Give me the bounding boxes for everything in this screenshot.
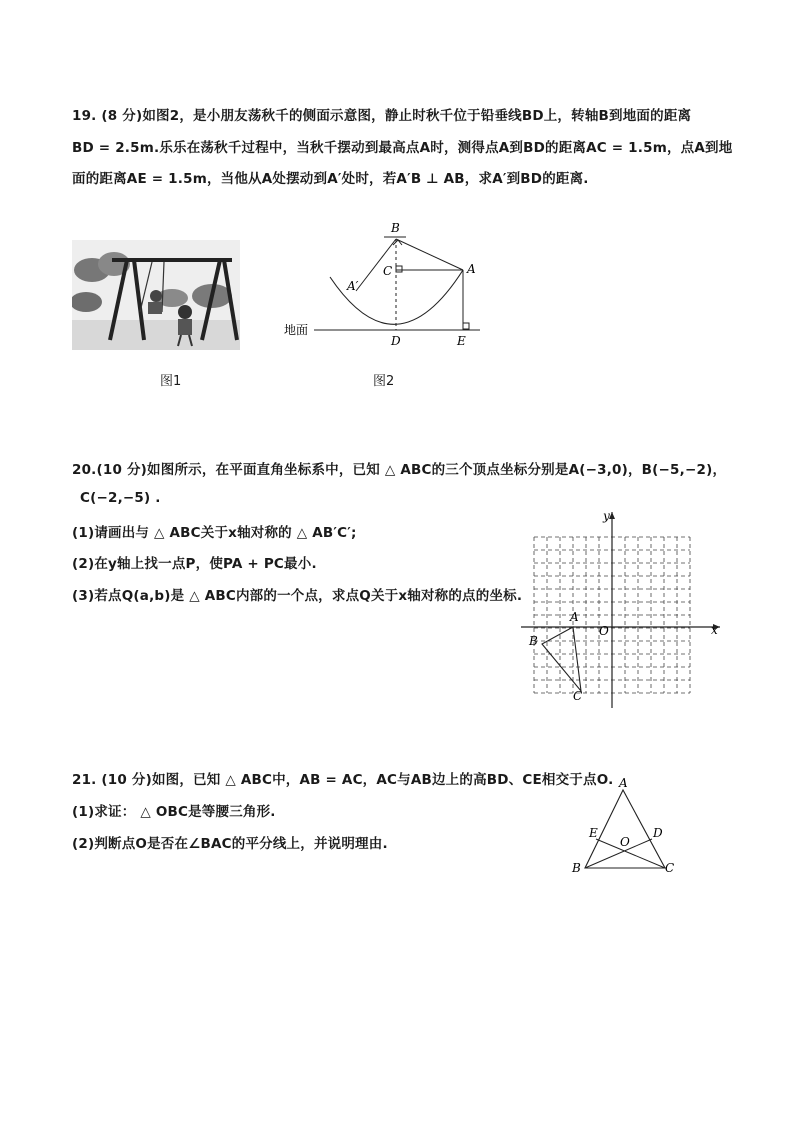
vertex-label-B: B (529, 634, 538, 648)
fig1-caption: 图1 (160, 374, 182, 389)
q19-line-2: BD = 2.5m.乐乐在荡秋千过程中，当秋千摆动到最高点A时，测得点A到BD的距离AC = 1.5m，点A到地 (72, 140, 733, 156)
label-A: A (467, 262, 476, 276)
coordinate-grid (515, 508, 730, 713)
axis-label-x: x (711, 623, 718, 637)
q20-line-2: C(−2,−5) . (80, 490, 161, 506)
label-ground: 地面 (284, 323, 309, 337)
vertex-label-A: A (570, 610, 579, 624)
tri-label-C: C (665, 861, 675, 875)
fig2-caption: 图2 (373, 374, 395, 389)
tri-label-O: O (620, 835, 630, 849)
q19-line-1: 19. (8 分)如图2，是小朋友荡秋千的侧面示意图，静止时秋千位于铅垂线BD上，转轴B到地面的距离 (72, 108, 692, 124)
q20-line-1: 20.(10 分)如图所示，在平面直角坐标系中，已知 △ ABC的三个顶点坐标分别是A(−3,0)，B(−5,−2)， (72, 462, 727, 478)
q19-line-3: 面的距离AE = 1.5m，当他从A处摆动到A′处时，若A′B ⊥ AB，求A′到BD的距离. (72, 171, 589, 187)
label-D: D (391, 334, 401, 348)
label-C: C (383, 264, 393, 278)
tri-label-A: A (619, 776, 628, 790)
label-E: E (457, 334, 466, 348)
q20-part-1: (1)请画出与 △ ABC关于x轴对称的 △ AB′C′; (72, 525, 357, 541)
q21-part-2: (2)判断点O是否在∠BAC的平分线上，并说明理由. (72, 836, 388, 852)
tri-label-D: D (653, 826, 663, 840)
q21-part-1: (1)求证： △ OBC是等腰三角形. (72, 804, 276, 820)
vertex-label-C: C (573, 689, 583, 703)
triangle-diagram (565, 776, 685, 880)
tri-label-B: B (572, 861, 581, 875)
swing-diagram (280, 215, 500, 350)
axis-label-y: y (603, 509, 610, 523)
label-A-prime: A′ (347, 279, 359, 293)
q20-part-2: (2)在y轴上找一点P，使PA + PC最小. (72, 556, 317, 572)
q20-part-3: (3)若点Q(a,b)是 △ ABC内部的一个点，求点Q关于x轴对称的点的坐标. (72, 588, 523, 604)
swing-photo (72, 240, 240, 350)
tri-label-E: E (589, 826, 598, 840)
origin-label: O (599, 624, 609, 638)
q21-line-1: 21. (10 分)如图，已知 △ ABC中，AB = AC，AC与AB边上的高BD、CE相交于点O. (72, 772, 614, 788)
label-B: B (391, 221, 400, 235)
